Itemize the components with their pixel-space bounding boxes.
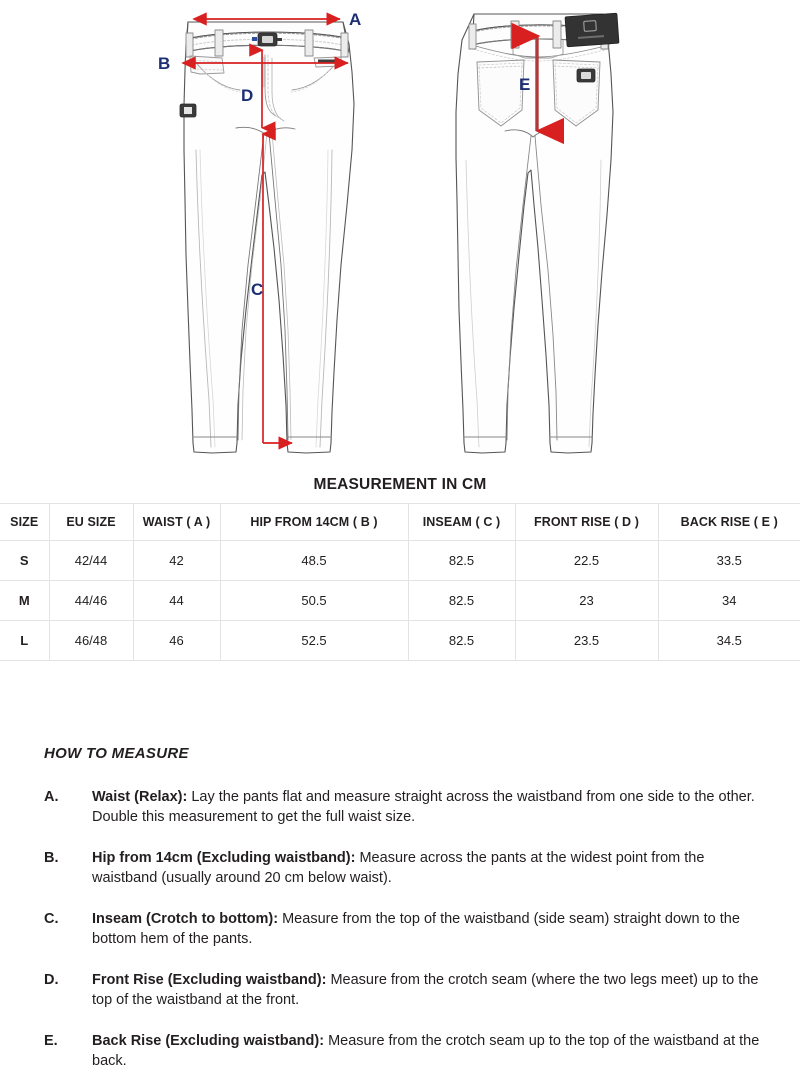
how-to-measure-section [0, 661, 800, 1071]
label-d: D [241, 86, 254, 105]
measure-instruction-e [44, 1031, 800, 1071]
instruction-term: Waist (Relax): [92, 789, 188, 805]
cell-size: M [0, 581, 49, 621]
col-header-hip: HIP FROM 14CM ( B ) [220, 504, 408, 541]
label-c: C [251, 280, 264, 299]
cell-hip: 50.5 [220, 581, 408, 621]
cell-hip: 48.5 [220, 541, 408, 581]
measure-instruction-d [44, 970, 800, 1010]
measurement-diagram [0, 0, 800, 470]
instruction-term: Front Rise (Excluding waistband): [92, 972, 327, 988]
cell-front-rise: 23.5 [515, 621, 658, 661]
instruction-body [90, 848, 760, 888]
label-a: A [349, 10, 362, 29]
jeans-front-view [180, 22, 354, 453]
table-row [0, 621, 800, 661]
size-chart-table [0, 503, 800, 661]
instruction-body [90, 1031, 760, 1071]
cell-back-rise: 33.5 [658, 541, 800, 581]
instruction-letter: C. [44, 911, 59, 927]
measure-instruction-c [44, 909, 800, 949]
instruction-text: Measure across the pants at the widest point from the waistband (usually around 20 cm below waist). [92, 850, 705, 886]
col-header-inseam: INSEAM ( C ) [408, 504, 515, 541]
label-b: B [158, 54, 171, 73]
cell-waist: 42 [133, 541, 220, 581]
how-to-measure-heading: HOW TO MEASURE [44, 745, 189, 762]
col-header-size: SIZE [0, 504, 49, 541]
jeans-technical-drawing [0, 0, 800, 470]
instruction-letter: D. [44, 972, 59, 988]
cell-size: L [0, 621, 49, 661]
cell-size: S [0, 541, 49, 581]
table-row [0, 541, 800, 581]
col-header-back-rise: BACK RISE ( E ) [658, 504, 800, 541]
col-header-front-rise: FRONT RISE ( D ) [515, 504, 658, 541]
cell-eu-size: 44/46 [49, 581, 133, 621]
measurement-title: MEASUREMENT IN CM [313, 476, 487, 493]
cell-inseam: 82.5 [408, 621, 515, 661]
cell-back-rise: 34.5 [658, 621, 800, 661]
instruction-body [90, 970, 760, 1010]
cell-inseam: 82.5 [408, 541, 515, 581]
instruction-text: Measure from the top of the waistband (side seam) straight down to the bottom hem of the pants. [92, 911, 740, 947]
cell-hip: 52.5 [220, 621, 408, 661]
back-pocket-tag-icon [577, 69, 595, 82]
instruction-term: Inseam (Crotch to bottom): [92, 911, 279, 927]
cell-front-rise: 23 [515, 581, 658, 621]
instruction-body [90, 787, 760, 827]
instruction-term: Hip from 14cm (Excluding waistband): [92, 850, 356, 866]
cell-eu-size: 46/48 [49, 621, 133, 661]
cell-back-rise: 34 [658, 581, 800, 621]
instruction-letter: A. [44, 789, 59, 805]
instruction-term: Back Rise (Excluding waistband): [92, 1033, 325, 1049]
table-row [0, 581, 800, 621]
instruction-text: Lay the pants flat and measure straight across the waistband from one side to the other. Double this measurement to get the full waist size. [92, 789, 755, 825]
cell-waist: 46 [133, 621, 220, 661]
measure-instruction-a [44, 787, 800, 827]
back-leather-patch-icon [565, 13, 619, 47]
cell-waist: 44 [133, 581, 220, 621]
measure-instruction-b [44, 848, 800, 888]
cell-front-rise: 22.5 [515, 541, 658, 581]
cell-eu-size: 42/44 [49, 541, 133, 581]
instruction-body [90, 909, 760, 949]
instruction-letter: B. [44, 850, 59, 866]
table-header-row [0, 504, 800, 541]
col-header-eu-size: EU SIZE [49, 504, 133, 541]
front-side-tag-icon [180, 104, 196, 117]
instruction-text: Measure from the crotch seam (where the two legs meet) up to the top of the waistband at the front. [92, 972, 759, 1008]
label-e: E [519, 75, 531, 94]
cell-inseam: 82.5 [408, 581, 515, 621]
instruction-text: Measure from the crotch seam up to the top of the waistband at the back. [92, 1033, 760, 1069]
col-header-waist: WAIST ( A ) [133, 504, 220, 541]
instruction-letter: E. [44, 1033, 58, 1049]
